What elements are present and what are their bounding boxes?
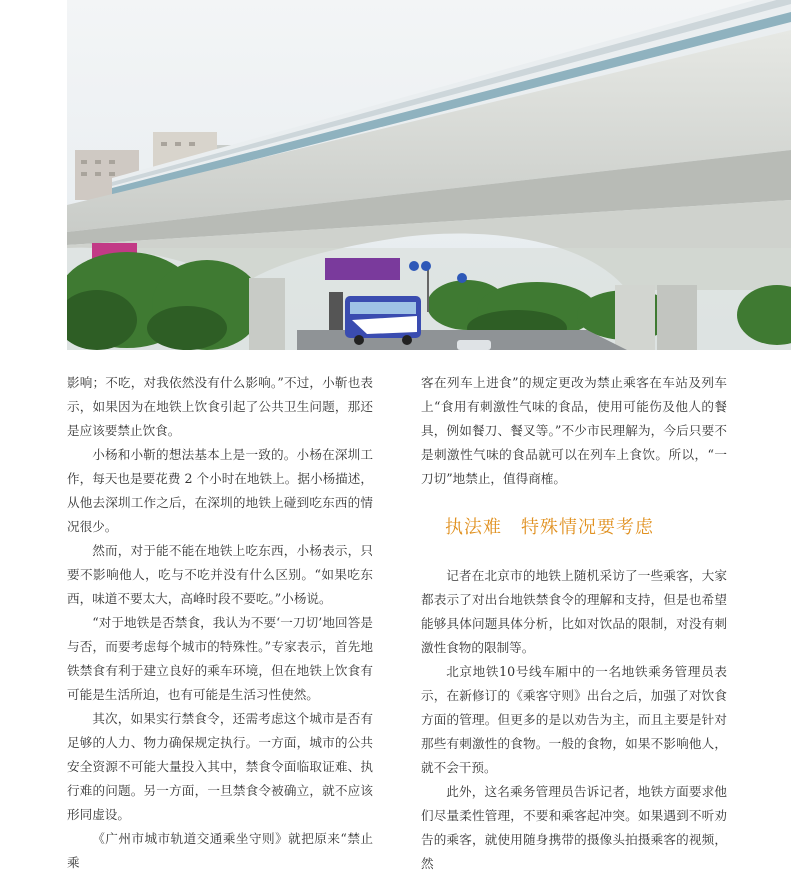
bus-icon bbox=[345, 296, 421, 345]
article-paragraph: 小杨和小靳的想法基本上是一致的。小杨在深圳工作，每天也是要花费 2 个小时在地铁上。据小杨描述，从他去深圳工作之后，在深圳的地铁上碰到吃东西的情况很少。 bbox=[67, 447, 373, 534]
article-paragraph: 此外，这名乘务管理员告诉记者，地铁方面要求他们尽量柔性管理，不要和乘客起冲突。如果遇到不听劝告的乘客，就使用随身携带的摄像头拍摄乘客的视频，然 bbox=[421, 784, 727, 871]
left-article-column bbox=[67, 371, 373, 875]
article-paragraph: “对于地铁是否禁食，我认为不要‘一刀切’地回答是与否，而要考虑每个城市的特殊性。”专家表示，首先地铁禁食有利于建立良好的乘车环境，但在地铁上饮食有可能是生活所迫，也有可能是生活习性使然。 bbox=[67, 615, 373, 702]
article-paragraph: 记者在北京市的地铁上随机采访了一些乘客，大家都表示了对出台地铁禁食令的理解和支持，但是也希望能够具体问题具体分析，比如对饮品的限制，对没有刺激性食物的限制等。 bbox=[421, 568, 727, 655]
article-paragraph: 《广州市城市轨道交通乘坐守则》就把原来“禁止乘 bbox=[67, 831, 373, 870]
section-heading: 执法难 特殊情况要考虑 bbox=[445, 517, 654, 538]
article-paragraph: 然而，对于能不能在地铁上吃东西，小杨表示，只要不影响他人，吃与不吃并没有什么区别。“如果吃东西，味道不要太大，高峰时段不要吃。”小杨说。 bbox=[67, 543, 373, 606]
article-paragraph: 客在列车上进食”的规定更改为禁止乘客在车站及列车上“食用有刺激性气味的食品，使用可能伤及他人的餐具，例如餐刀、餐叉等。”不少市民理解为，今后只要不是刺激性气味的食品就可以在列车上食饮。所以，“一刀切”地禁止，值得商榷。 bbox=[421, 375, 727, 486]
article-paragraph: 其次，如果实行禁食令，还需考虑这个城市是否有足够的人力、物力确保规定执行。一方面，城市的公共安全资源不可能大量投入其中，禁食令面临取证难、执行难的问题。另一方面，一旦禁食令被确立，就不应该形同虚设。 bbox=[67, 711, 373, 822]
article-paragraph: 北京地铁10号线车厢中的一名地铁乘务管理员表示，在新修订的《乘客守则》出台之后，加强了对饮食方面的管理。但更多的是以劝告为主，而且主要是针对那些有刺激性的食物。一般的食物，如果不影响他人，就不会干预。 bbox=[421, 664, 727, 775]
right-article-column bbox=[421, 371, 727, 876]
elevated-metro-photo bbox=[67, 0, 791, 350]
article-paragraph: 影响；不吃，对我依然没有什么影响。”不过，小靳也表示，如果因为在地铁上饮食引起了公共卫生问题，那还是应该要禁止饮食。 bbox=[67, 375, 373, 438]
